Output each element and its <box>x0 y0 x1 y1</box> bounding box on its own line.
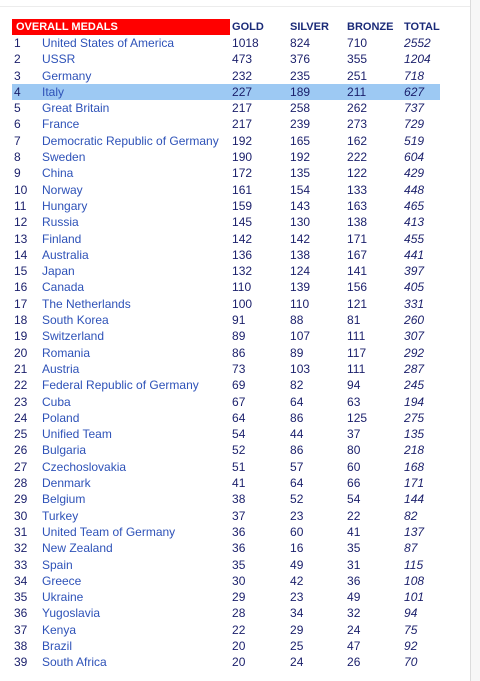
rank-cell: 1 <box>14 36 21 50</box>
table-row[interactable] <box>12 279 440 295</box>
rank-cell: 18 <box>14 313 28 328</box>
gold-count: 192 <box>232 133 253 148</box>
table-row[interactable] <box>12 475 440 491</box>
total-count: 75 <box>404 622 418 637</box>
gold-count: 28 <box>232 606 246 621</box>
silver-count: 34 <box>290 606 304 621</box>
rank-cell: 35 <box>14 590 28 605</box>
gold-count: 41 <box>232 476 246 491</box>
rank-cell: 37 <box>14 622 28 637</box>
gold-count: 64 <box>232 410 246 425</box>
gold-count: 69 <box>232 378 246 393</box>
total-count: 519 <box>404 133 425 148</box>
total-count: 397 <box>404 264 425 279</box>
rank-cell: 19 <box>14 329 28 344</box>
country-link[interactable]: France <box>42 117 80 132</box>
gold-count: 100 <box>232 296 253 311</box>
table-row[interactable] <box>12 638 440 654</box>
table-row[interactable] <box>12 296 440 312</box>
country-link[interactable]: Bulgaria <box>42 443 87 458</box>
bronze-count: 26 <box>347 655 361 670</box>
gold-count: 89 <box>232 329 246 344</box>
bronze-count: 141 <box>347 264 368 279</box>
silver-count: 86 <box>290 443 304 458</box>
rank-cell: 36 <box>14 606 28 621</box>
table-row[interactable] <box>12 557 440 573</box>
gold-count: 52 <box>232 443 246 458</box>
gold-count: 132 <box>232 264 253 279</box>
table-row[interactable] <box>12 263 440 279</box>
country-link[interactable]: Romania <box>42 345 91 360</box>
gold-count: 30 <box>232 573 246 588</box>
silver-count: 52 <box>290 492 304 507</box>
gold-count: 20 <box>232 638 246 653</box>
silver-count: 235 <box>290 68 311 83</box>
country-link[interactable]: Great Britain <box>42 101 110 116</box>
total-count: 92 <box>404 638 418 653</box>
table-row[interactable] <box>12 491 440 507</box>
scrollbar-track[interactable] <box>470 0 480 681</box>
silver-count: 139 <box>290 280 311 295</box>
silver-count: 376 <box>290 52 311 67</box>
bronze-count: 138 <box>347 215 368 230</box>
gold-count: 145 <box>232 215 253 230</box>
table-row[interactable] <box>12 654 440 670</box>
table-header-row <box>12 19 440 35</box>
silver-count: 88 <box>290 313 304 328</box>
bronze-count: 162 <box>347 133 368 148</box>
silver-count: 142 <box>290 231 311 246</box>
rank-cell: 11 <box>14 198 27 213</box>
total-count: 1204 <box>404 52 431 67</box>
silver-count: 23 <box>290 590 304 605</box>
gold-count: 161 <box>232 182 253 197</box>
gold-count: 172 <box>232 166 253 181</box>
silver-count: 110 <box>290 296 310 311</box>
country-link[interactable]: USSR <box>42 52 76 67</box>
country-link[interactable]: South Africa <box>42 655 107 670</box>
silver-count: 82 <box>290 378 304 393</box>
bronze-count: 36 <box>347 573 361 588</box>
total-count: 405 <box>404 280 425 295</box>
country-link[interactable]: Yugoslavia <box>42 606 101 621</box>
bronze-count: 37 <box>347 427 361 442</box>
silver-count: 57 <box>290 459 304 474</box>
silver-count: 44 <box>290 427 304 442</box>
gold-count: 473 <box>232 52 253 67</box>
bronze-count: 156 <box>347 280 368 295</box>
total-count: 194 <box>404 394 425 409</box>
table-row[interactable] <box>12 573 440 589</box>
rank-cell: 31 <box>14 524 28 539</box>
country-link[interactable]: New Zealand <box>42 541 113 556</box>
country-link[interactable]: Denmark <box>42 476 91 491</box>
rank-cell: 9 <box>14 166 21 181</box>
gold-count: 190 <box>232 150 253 165</box>
column-header-gold[interactable]: GOLD <box>232 21 264 33</box>
rank-cell: 15 <box>14 264 28 279</box>
table-row[interactable] <box>12 442 440 458</box>
gold-count: 35 <box>232 557 246 572</box>
total-count: 307 <box>404 329 425 344</box>
table-row[interactable] <box>12 377 440 393</box>
gold-count: 232 <box>232 68 253 83</box>
silver-count: 24 <box>290 655 304 670</box>
silver-count: 138 <box>290 247 311 262</box>
silver-count: 165 <box>290 133 311 148</box>
silver-count: 143 <box>290 198 311 213</box>
rank-cell: 10 <box>14 182 28 197</box>
silver-count: 29 <box>290 622 304 637</box>
table-row[interactable] <box>12 198 440 214</box>
silver-count: 25 <box>290 638 304 653</box>
bronze-count: 24 <box>347 622 361 637</box>
total-count: 260 <box>404 313 425 328</box>
gold-count: 159 <box>232 198 253 213</box>
rank-cell: 20 <box>14 345 28 360</box>
silver-count: 192 <box>290 150 311 165</box>
gold-count: 73 <box>232 361 246 376</box>
silver-count: 103 <box>290 361 311 376</box>
total-count: 718 <box>404 68 425 83</box>
gold-count: 29 <box>232 590 246 605</box>
table-row[interactable] <box>12 361 440 377</box>
gold-count: 142 <box>232 231 253 246</box>
country-link[interactable]: Federal Republic of Germany <box>42 378 199 393</box>
rank-cell: 29 <box>14 492 28 507</box>
rank-cell: 5 <box>14 101 21 116</box>
silver-count: 154 <box>290 182 311 197</box>
gold-count: 136 <box>232 247 253 262</box>
silver-count: 86 <box>290 410 304 425</box>
total-count: 441 <box>404 247 425 262</box>
total-count: 448 <box>404 182 425 197</box>
country-link[interactable]: South Korea <box>42 313 109 328</box>
bronze-count: 111 <box>347 329 366 344</box>
table-row[interactable] <box>12 410 440 426</box>
country-link[interactable]: Greece <box>42 573 82 588</box>
rank-cell: 17 <box>14 296 28 311</box>
rank-cell: 13 <box>14 231 28 246</box>
country-link[interactable]: Brazil <box>42 638 73 653</box>
gold-count: 67 <box>232 394 246 409</box>
country-link[interactable]: United States of America <box>42 36 175 50</box>
total-count: 218 <box>404 443 425 458</box>
gold-count: 86 <box>232 345 246 360</box>
table-row[interactable] <box>12 426 440 442</box>
table-row[interactable] <box>12 459 440 475</box>
country-link[interactable]: The Netherlands <box>42 296 131 311</box>
bronze-count: 125 <box>347 410 368 425</box>
rank-cell: 25 <box>14 427 28 442</box>
table-row[interactable] <box>12 247 440 263</box>
total-count: 108 <box>404 573 425 588</box>
total-count: 245 <box>404 378 425 393</box>
medals-table <box>12 19 440 671</box>
silver-count: 124 <box>290 264 311 279</box>
table-row[interactable] <box>12 116 440 132</box>
silver-count: 135 <box>290 166 311 181</box>
country-link[interactable]: Italy <box>40 84 230 100</box>
country-link[interactable]: Finland <box>42 231 82 246</box>
gold-count: 51 <box>232 459 246 474</box>
rank-cell: 6 <box>14 117 21 132</box>
table-row[interactable] <box>12 133 440 149</box>
column-header-silver[interactable]: SILVER <box>290 21 329 33</box>
total-count: 331 <box>404 296 425 311</box>
bronze-count: 163 <box>347 198 368 213</box>
gold-count: 36 <box>232 524 246 539</box>
silver-count: 49 <box>290 557 304 572</box>
silver-count: 107 <box>290 329 311 344</box>
table-row[interactable] <box>12 540 440 556</box>
country-link[interactable]: Germany <box>42 68 92 83</box>
bronze-count: 211 <box>345 84 402 100</box>
table-row[interactable] <box>12 605 440 621</box>
rank-cell: 33 <box>14 557 28 572</box>
country-link[interactable]: Turkey <box>42 508 79 523</box>
table-row[interactable] <box>12 165 440 181</box>
country-link[interactable]: Switzerland <box>42 329 105 344</box>
total-count: 604 <box>404 150 425 165</box>
table-row[interactable] <box>12 524 440 540</box>
bronze-count: 262 <box>347 101 368 116</box>
rank-cell: 8 <box>14 150 21 165</box>
silver-count: 64 <box>290 476 304 491</box>
country-link[interactable]: Russia <box>42 215 79 230</box>
total-count: 82 <box>404 508 418 523</box>
gold-count: 217 <box>232 117 253 132</box>
country-link[interactable]: Spain <box>42 557 73 572</box>
rank-cell: 22 <box>14 378 28 393</box>
country-link[interactable]: Japan <box>42 264 75 279</box>
table-row[interactable] <box>12 214 440 230</box>
country-link[interactable]: Belgium <box>42 492 86 507</box>
table-row[interactable] <box>12 100 440 116</box>
gold-count: 1018 <box>232 36 259 50</box>
total-count: 94 <box>404 606 418 621</box>
table-row[interactable] <box>12 182 440 198</box>
gold-count: 37 <box>232 508 246 523</box>
country-link[interactable]: Kenya <box>42 622 77 637</box>
bronze-count: 355 <box>347 52 368 67</box>
rank-cell: 16 <box>14 280 28 295</box>
table-row[interactable] <box>12 622 440 638</box>
rank-cell: 28 <box>14 476 28 491</box>
rank-cell: 39 <box>14 655 28 670</box>
bronze-count: 94 <box>347 378 361 393</box>
bronze-count: 251 <box>347 68 368 83</box>
bronze-count: 35 <box>347 541 361 556</box>
rank-cell: 34 <box>14 573 28 588</box>
country-link[interactable]: Austria <box>42 361 80 376</box>
table-row[interactable] <box>12 508 440 524</box>
total-count: 115 <box>404 557 424 572</box>
table-row[interactable] <box>12 231 440 247</box>
bronze-count: 273 <box>347 117 368 132</box>
country-link[interactable]: Czechoslovakia <box>42 459 127 474</box>
bronze-count: 167 <box>347 247 368 262</box>
silver-count: 258 <box>290 101 311 116</box>
rank-cell: 14 <box>14 247 28 262</box>
silver-count: 23 <box>290 508 304 523</box>
total-count: 275 <box>404 410 425 425</box>
total-count: 87 <box>404 541 418 556</box>
column-header-total[interactable]: TOTAL <box>404 21 440 33</box>
country-link[interactable]: Unified Team <box>42 427 112 442</box>
total-count: 465 <box>404 198 425 213</box>
total-count: 292 <box>404 345 425 360</box>
table-row[interactable] <box>12 312 440 328</box>
table-row[interactable] <box>12 149 440 165</box>
bronze-count: 111 <box>347 361 366 376</box>
bronze-count: 122 <box>347 166 368 181</box>
table-row[interactable] <box>12 68 440 84</box>
bronze-count: 80 <box>347 443 361 458</box>
gold-count: 20 <box>232 655 246 670</box>
country-link[interactable]: Norway <box>42 182 83 197</box>
rank-cell: 2 <box>14 52 21 67</box>
total-count: 168 <box>404 459 425 474</box>
country-link[interactable]: United Team of Germany <box>42 524 176 539</box>
rank-cell: 23 <box>14 394 28 409</box>
bronze-count: 121 <box>347 296 368 311</box>
country-link[interactable]: Canada <box>42 280 85 295</box>
country-link[interactable]: Cuba <box>42 394 71 409</box>
silver-count: 42 <box>290 573 304 588</box>
bronze-count: 47 <box>347 638 361 653</box>
country-link[interactable]: Democratic Republic of Germany <box>42 133 219 148</box>
total-count: 627 <box>402 84 440 100</box>
bronze-count: 63 <box>347 394 361 409</box>
total-count: 737 <box>404 101 425 116</box>
country-link[interactable]: Sweden <box>42 150 86 165</box>
total-count: 729 <box>404 117 425 132</box>
rank-cell: 3 <box>14 68 21 83</box>
country-link[interactable]: Poland <box>42 410 80 425</box>
table-row[interactable] <box>12 328 440 344</box>
table-title: OVERALL MEDALS <box>12 19 230 35</box>
table-row[interactable] <box>12 51 440 67</box>
table-row[interactable] <box>12 345 440 361</box>
country-link[interactable]: Ukraine <box>42 590 84 605</box>
country-link[interactable]: China <box>42 166 74 181</box>
rank-cell: 27 <box>14 459 28 474</box>
total-count: 171 <box>404 476 425 491</box>
silver-count: 16 <box>290 541 304 556</box>
bronze-count: 49 <box>347 590 361 605</box>
rank-cell: 26 <box>14 443 28 458</box>
rank-cell: 30 <box>14 508 28 523</box>
bronze-count: 133 <box>347 182 368 197</box>
window-top-edge <box>0 0 471 7</box>
bronze-count: 710 <box>347 36 368 50</box>
silver-count: 130 <box>290 215 311 230</box>
bronze-count: 66 <box>347 476 361 491</box>
column-header-bronze[interactable]: BRONZE <box>347 21 394 33</box>
silver-count: 60 <box>290 524 304 539</box>
bronze-count: 81 <box>347 313 361 328</box>
table-row[interactable] <box>12 394 440 410</box>
silver-count: 89 <box>290 345 304 360</box>
bronze-count: 31 <box>347 557 361 572</box>
total-count: 70 <box>404 655 418 670</box>
rank-cell: 32 <box>14 541 28 556</box>
bronze-count: 22 <box>347 508 361 523</box>
total-count: 429 <box>404 166 425 181</box>
silver-count: 239 <box>290 117 311 132</box>
total-count: 455 <box>404 231 425 246</box>
total-count: 2552 <box>404 36 431 50</box>
rank-cell: 12 <box>14 215 28 230</box>
gold-count: 91 <box>232 313 246 328</box>
silver-count: 64 <box>290 394 304 409</box>
rank-cell: 38 <box>14 638 28 653</box>
total-count: 135 <box>404 427 425 442</box>
silver-count: 824 <box>290 36 311 50</box>
total-count: 137 <box>404 524 425 539</box>
gold-count: 110 <box>232 280 252 295</box>
gold-count: 22 <box>232 622 246 637</box>
total-count: 413 <box>404 215 425 230</box>
bronze-count: 32 <box>347 606 361 621</box>
silver-count: 189 <box>288 84 345 100</box>
bronze-count: 60 <box>347 459 361 474</box>
bronze-count: 54 <box>347 492 361 507</box>
bronze-count: 117 <box>347 345 367 360</box>
gold-count: 227 <box>230 84 288 100</box>
rank-cell: 24 <box>14 410 28 425</box>
rank-cell: 21 <box>14 361 28 376</box>
rank-cell: 7 <box>14 133 21 148</box>
total-count: 287 <box>404 361 425 376</box>
table-row[interactable] <box>12 589 440 605</box>
table-row[interactable] <box>12 84 440 100</box>
gold-count: 36 <box>232 541 246 556</box>
gold-count: 54 <box>232 427 246 442</box>
bronze-count: 41 <box>347 524 361 539</box>
table-row[interactable] <box>12 35 440 51</box>
total-count: 101 <box>404 590 425 605</box>
gold-count: 38 <box>232 492 246 507</box>
country-link[interactable]: Hungary <box>42 198 88 213</box>
gold-count: 217 <box>232 101 253 116</box>
bronze-count: 222 <box>347 150 368 165</box>
bronze-count: 171 <box>347 231 368 246</box>
rank-cell: 4 <box>12 84 40 100</box>
country-link[interactable]: Australia <box>42 247 89 262</box>
medal-rows <box>12 35 440 671</box>
total-count: 144 <box>404 492 425 507</box>
